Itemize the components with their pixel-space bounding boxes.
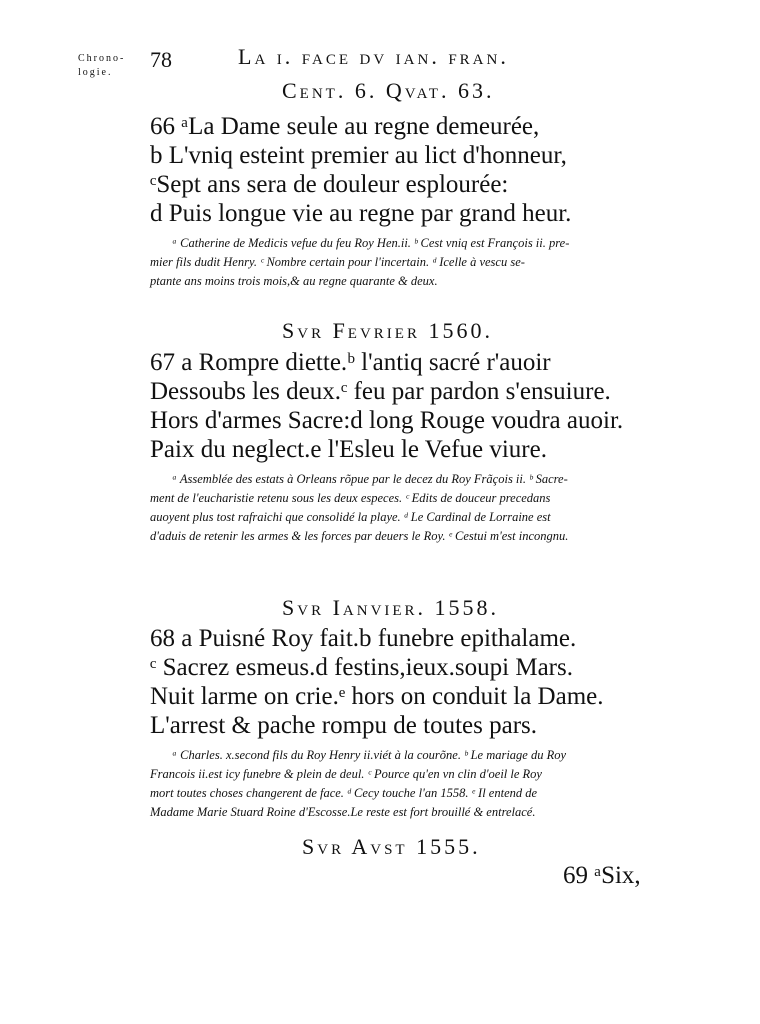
verse-line: Dessoubs les deux.ᶜ feu par pardon s'ensuiure. xyxy=(150,378,611,405)
annotation-line: ᵃ Catherine de Medicis vefue du feu Roy Hen.ii. ᵇ Cest vniq est François ii. pre- xyxy=(172,236,570,250)
section-heading: Svr Avst 1555. xyxy=(302,834,481,859)
verse-line: d Puis longue vie au regne par grand heur. xyxy=(150,200,572,227)
annotation-line: ment de l'eucharistie retenu sous les deux especes. ᶜ Edits de douceur precedans xyxy=(150,491,551,505)
annotation-line: Francois ii.est icy funebre & plein de deul. ᶜ Pource qu'en vn clin d'oeil le Roy xyxy=(150,767,542,781)
annotation-line: mier fils dudit Henry. ᶜ Nombre certain pour l'incertain. ᵈ Icelle à vescu se- xyxy=(150,255,525,269)
section-heading: Cent. 6. Qvat. 63. xyxy=(282,78,495,103)
annotation-line: d'aduis de retenir les armes & les forces par deuers le Roy. ᵉ Cestui m'est incongnu. xyxy=(150,529,569,543)
verse-line: Nuit larme on crie.ᵉ hors on conduit la Dame. xyxy=(150,683,604,710)
verse-line: 67 a Rompre diette.ᵇ l'antiq sacré r'auoir xyxy=(150,349,551,376)
annotation-line: ᵃ Assemblée des estats à Orleans rõpue par le decez du Roy Frãçois ii. ᵇ Sacre- xyxy=(172,472,568,486)
verse-line: b L'vniq esteint premier au lict d'honneur, xyxy=(150,142,567,169)
verse-line: ᶜSept ans sera de douleur esplourée: xyxy=(150,171,509,198)
verse-line: Hors d'armes Sacre:d long Rouge voudra auoir. xyxy=(150,407,624,434)
annotation-block xyxy=(150,234,655,291)
verse-line: 66 ᵃLa Dame seule au regne demeurée, xyxy=(150,113,540,140)
annotation-line: ptante ans moins trois mois,& au regne quarante & deux. xyxy=(150,274,438,288)
verse-line: ᶜ Sacrez esmeus.d festins,ieux.soupi Mars. xyxy=(150,654,573,681)
margin-note-line: Chrono- xyxy=(78,53,126,64)
margin-note xyxy=(78,52,125,80)
annotation-block xyxy=(150,746,655,822)
annotation-block xyxy=(150,470,655,546)
annotation-line: mort toutes choses changerent de face. ᵈ Cecy touche l'an 1558. ᵉ Il entend de xyxy=(150,786,538,800)
annotation-line: ᵃ Charles. x.second fils du Roy Henry ii.viét à la courõne. ᵇ Le mariage du Roy xyxy=(172,748,567,762)
annotation-line: Madame Marie Stuard Roine d'Escosse.Le reste est fort brouillé & entrelacé. xyxy=(150,805,536,819)
verse-block xyxy=(150,624,604,740)
verse-line: 68 a Puisné Roy fait.b funebre epithalame. xyxy=(150,625,577,652)
catchword: 69 ᵃSix, xyxy=(563,862,641,889)
section-heading: Svr Fevrier 1560. xyxy=(282,318,493,343)
section-heading: Svr Ianvier. 1558. xyxy=(282,595,500,620)
margin-note-line: logie. xyxy=(78,67,113,78)
verse-block xyxy=(150,112,571,228)
annotation-line: auoyent plus tost rafraichi que consolidé la playe. ᵈ Le Cardinal de Lorraine est xyxy=(150,510,551,524)
verse-line: L'arrest & pache rompu de toutes pars. xyxy=(150,712,538,739)
page-number: 78 xyxy=(150,47,172,72)
verse-block xyxy=(150,348,623,464)
verse-line: Paix du neglect.e l'Esleu le Vefue viure. xyxy=(150,436,547,463)
running-head: La i. face dv ian. fran. xyxy=(238,44,509,69)
